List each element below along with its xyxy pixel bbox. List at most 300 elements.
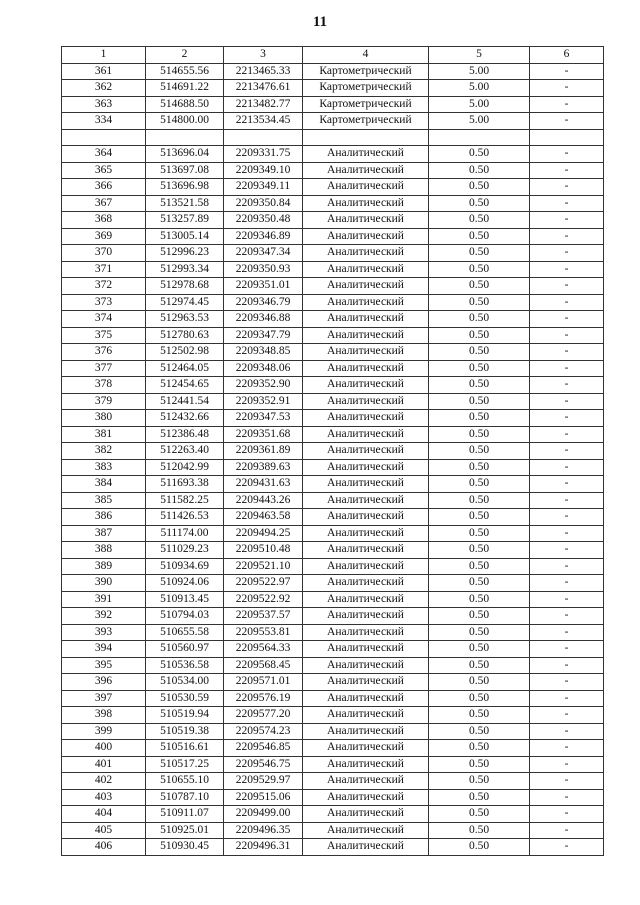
table-row xyxy=(62,773,604,790)
table-cell: 513696.04 xyxy=(146,146,224,163)
table-cell: 0.50 xyxy=(429,426,530,443)
table-cell: 2209463.58 xyxy=(224,509,303,526)
table-cell: 2209349.10 xyxy=(224,162,303,179)
table-cell: - xyxy=(530,162,604,179)
table-cell: - xyxy=(530,575,604,592)
table-cell: 5.00 xyxy=(429,63,530,80)
table-cell: 0.50 xyxy=(429,459,530,476)
table-cell: Аналитический xyxy=(303,509,429,526)
table-cell: - xyxy=(530,476,604,493)
table-cell xyxy=(146,129,224,146)
table-row xyxy=(62,443,604,460)
table-row xyxy=(62,426,604,443)
table-cell: Аналитический xyxy=(303,459,429,476)
table-cell: 375 xyxy=(62,327,146,344)
table-row xyxy=(62,228,604,245)
table-cell: 2209577.20 xyxy=(224,707,303,724)
table-cell: 376 xyxy=(62,344,146,361)
table-cell: 2209331.75 xyxy=(224,146,303,163)
table-cell: Аналитический xyxy=(303,740,429,757)
table-cell: - xyxy=(530,360,604,377)
table-cell: 389 xyxy=(62,558,146,575)
table-cell: 2209574.23 xyxy=(224,723,303,740)
table-row xyxy=(62,492,604,509)
table-cell: 512454.65 xyxy=(146,377,224,394)
table-cell: Аналитический xyxy=(303,839,429,856)
table-cell: 511693.38 xyxy=(146,476,224,493)
table-row xyxy=(62,393,604,410)
table-cell: 365 xyxy=(62,162,146,179)
table-cell: 399 xyxy=(62,723,146,740)
table-cell: 384 xyxy=(62,476,146,493)
table-cell: Аналитический xyxy=(303,806,429,823)
table-cell: 512996.23 xyxy=(146,245,224,262)
table-row xyxy=(62,674,604,691)
table-cell: 395 xyxy=(62,657,146,674)
table-cell: 510925.01 xyxy=(146,822,224,839)
table-row xyxy=(62,96,604,113)
table-cell: 512993.34 xyxy=(146,261,224,278)
table-cell: 2209347.34 xyxy=(224,245,303,262)
table-cell: 379 xyxy=(62,393,146,410)
table-cell: 2209521.10 xyxy=(224,558,303,575)
table-cell: 404 xyxy=(62,806,146,823)
column-header: 3 xyxy=(224,47,303,64)
table-cell: - xyxy=(530,278,604,295)
table-cell xyxy=(303,129,429,146)
table-cell: Аналитический xyxy=(303,476,429,493)
table-cell: 5.00 xyxy=(429,113,530,130)
table-cell: 2209349.11 xyxy=(224,179,303,196)
table-cell: 385 xyxy=(62,492,146,509)
table-cell: 371 xyxy=(62,261,146,278)
table-cell: Картометрический xyxy=(303,63,429,80)
table-cell: 381 xyxy=(62,426,146,443)
table-cell: Аналитический xyxy=(303,179,429,196)
table-cell: 0.50 xyxy=(429,690,530,707)
table-cell: - xyxy=(530,410,604,427)
table-cell: 2213534.45 xyxy=(224,113,303,130)
table-row xyxy=(62,509,604,526)
table-cell: 390 xyxy=(62,575,146,592)
table-cell: 373 xyxy=(62,294,146,311)
table-cell: 2209351.68 xyxy=(224,426,303,443)
table-cell: 374 xyxy=(62,311,146,328)
table-cell: 2209576.19 xyxy=(224,690,303,707)
table-cell: 512464.05 xyxy=(146,360,224,377)
table-cell: Аналитический xyxy=(303,377,429,394)
table-row xyxy=(62,195,604,212)
table-cell: 0.50 xyxy=(429,608,530,625)
table-cell: - xyxy=(530,657,604,674)
table-row xyxy=(62,591,604,608)
table-cell: 388 xyxy=(62,542,146,559)
table-cell: Аналитический xyxy=(303,245,429,262)
table-cell: 2209568.45 xyxy=(224,657,303,674)
page-number: 11 xyxy=(312,14,328,30)
table-cell: Аналитический xyxy=(303,789,429,806)
table-cell: 396 xyxy=(62,674,146,691)
table-cell: 0.50 xyxy=(429,839,530,856)
table-cell: 0.50 xyxy=(429,212,530,229)
table-cell: 366 xyxy=(62,179,146,196)
table-cell: Аналитический xyxy=(303,525,429,542)
table-cell: - xyxy=(530,146,604,163)
table-cell: 0.50 xyxy=(429,641,530,658)
table-cell: - xyxy=(530,245,604,262)
table-cell: 0.50 xyxy=(429,806,530,823)
table-row xyxy=(62,542,604,559)
table-cell: 0.50 xyxy=(429,542,530,559)
table-cell: 370 xyxy=(62,245,146,262)
table-cell: 0.50 xyxy=(429,360,530,377)
table-cell: - xyxy=(530,756,604,773)
table-cell: - xyxy=(530,509,604,526)
table-cell: 372 xyxy=(62,278,146,295)
table-row xyxy=(62,410,604,427)
table-cell: 2209443.26 xyxy=(224,492,303,509)
table-cell: 514688.50 xyxy=(146,96,224,113)
table-cell: - xyxy=(530,492,604,509)
table-cell: 510787.10 xyxy=(146,789,224,806)
column-header: 4 xyxy=(303,47,429,64)
table-cell: 2209546.75 xyxy=(224,756,303,773)
table-cell: Аналитический xyxy=(303,410,429,427)
table-cell: - xyxy=(530,426,604,443)
column-header: 6 xyxy=(530,47,604,64)
table-cell: Аналитический xyxy=(303,212,429,229)
table-cell: 513696.98 xyxy=(146,179,224,196)
table-row xyxy=(62,245,604,262)
table-cell: 5.00 xyxy=(429,96,530,113)
table-cell: 514800.00 xyxy=(146,113,224,130)
table-cell: 2209496.31 xyxy=(224,839,303,856)
table-cell: 514691.22 xyxy=(146,80,224,97)
table-header-row xyxy=(62,47,604,64)
table-cell: 0.50 xyxy=(429,195,530,212)
table-row xyxy=(62,690,604,707)
table-cell: 0.50 xyxy=(429,773,530,790)
table-row xyxy=(62,179,604,196)
table-cell: 510911.07 xyxy=(146,806,224,823)
table-cell: 0.50 xyxy=(429,410,530,427)
table-cell: 510517.25 xyxy=(146,756,224,773)
table-cell: Аналитический xyxy=(303,624,429,641)
table-cell: Картометрический xyxy=(303,96,429,113)
table-cell: 402 xyxy=(62,773,146,790)
table-cell: 512432.66 xyxy=(146,410,224,427)
table-cell: 0.50 xyxy=(429,591,530,608)
table-cell: 368 xyxy=(62,212,146,229)
table-cell: - xyxy=(530,789,604,806)
table-cell: 2209346.88 xyxy=(224,311,303,328)
table-cell: - xyxy=(530,525,604,542)
table-cell: 510530.59 xyxy=(146,690,224,707)
table-row xyxy=(62,212,604,229)
table-row xyxy=(62,723,604,740)
table-cell: 2209431.63 xyxy=(224,476,303,493)
table-row xyxy=(62,80,604,97)
table-cell: 2209350.93 xyxy=(224,261,303,278)
table-row xyxy=(62,63,604,80)
table-cell: 2209350.48 xyxy=(224,212,303,229)
column-header: 5 xyxy=(429,47,530,64)
table-cell: 0.50 xyxy=(429,146,530,163)
table-cell: 0.50 xyxy=(429,311,530,328)
table-cell: 0.50 xyxy=(429,674,530,691)
table-cell: - xyxy=(530,195,604,212)
table-cell: Аналитический xyxy=(303,657,429,674)
table-cell: Аналитический xyxy=(303,608,429,625)
table-cell: 512502.98 xyxy=(146,344,224,361)
table-cell: 2209348.06 xyxy=(224,360,303,377)
table-cell: 510655.10 xyxy=(146,773,224,790)
table-cell: 512780.63 xyxy=(146,327,224,344)
table-cell xyxy=(62,129,146,146)
table-row xyxy=(62,575,604,592)
table-row xyxy=(62,657,604,674)
table-row xyxy=(62,261,604,278)
table-cell: 0.50 xyxy=(429,377,530,394)
table-cell: - xyxy=(530,608,604,625)
table-cell: Аналитический xyxy=(303,162,429,179)
table-cell: 2213465.33 xyxy=(224,63,303,80)
table-cell: 2209347.79 xyxy=(224,327,303,344)
table-cell: 513697.08 xyxy=(146,162,224,179)
table-cell: 2213482.77 xyxy=(224,96,303,113)
table-row xyxy=(62,311,604,328)
table-cell: - xyxy=(530,558,604,575)
table-cell: 0.50 xyxy=(429,492,530,509)
table-cell: 401 xyxy=(62,756,146,773)
table-cell: 0.50 xyxy=(429,558,530,575)
table-cell: Аналитический xyxy=(303,344,429,361)
table-cell: 0.50 xyxy=(429,162,530,179)
column-header: 1 xyxy=(62,47,146,64)
table-row xyxy=(62,459,604,476)
table-cell: 510534.00 xyxy=(146,674,224,691)
table-cell: 513257.89 xyxy=(146,212,224,229)
table-cell: Аналитический xyxy=(303,327,429,344)
table-cell: - xyxy=(530,179,604,196)
table-cell: - xyxy=(530,327,604,344)
table-cell: - xyxy=(530,459,604,476)
table-cell: - xyxy=(530,80,604,97)
table-cell: - xyxy=(530,344,604,361)
table-cell: Аналитический xyxy=(303,690,429,707)
table-cell: - xyxy=(530,63,604,80)
table-cell: 510536.58 xyxy=(146,657,224,674)
table-cell: 512441.54 xyxy=(146,393,224,410)
table-cell: Аналитический xyxy=(303,822,429,839)
table-cell: 2209361.89 xyxy=(224,443,303,460)
table-cell: 0.50 xyxy=(429,707,530,724)
table-cell: 2209522.92 xyxy=(224,591,303,608)
table-cell: 2209494.25 xyxy=(224,525,303,542)
table-cell: 0.50 xyxy=(429,245,530,262)
table-cell: 2209389.63 xyxy=(224,459,303,476)
table-cell: 511582.25 xyxy=(146,492,224,509)
table-cell: - xyxy=(530,806,604,823)
table-cell: Аналитический xyxy=(303,542,429,559)
table-cell: 0.50 xyxy=(429,476,530,493)
table-row xyxy=(62,146,604,163)
table-cell: 514655.56 xyxy=(146,63,224,80)
table-cell: - xyxy=(530,261,604,278)
table-cell: Аналитический xyxy=(303,311,429,328)
table-cell: 510913.45 xyxy=(146,591,224,608)
table-cell: Аналитический xyxy=(303,294,429,311)
table-cell: 0.50 xyxy=(429,344,530,361)
table-row xyxy=(62,608,604,625)
table-cell: - xyxy=(530,773,604,790)
table-cell: 362 xyxy=(62,80,146,97)
table-row xyxy=(62,294,604,311)
table-cell: 510655.58 xyxy=(146,624,224,641)
table-row xyxy=(62,327,604,344)
table-cell: 5.00 xyxy=(429,80,530,97)
table-cell: 0.50 xyxy=(429,179,530,196)
table-cell: Аналитический xyxy=(303,393,429,410)
table-row xyxy=(62,707,604,724)
table-cell: 334 xyxy=(62,113,146,130)
table-row xyxy=(62,525,604,542)
table-row xyxy=(62,360,604,377)
table-cell: 403 xyxy=(62,789,146,806)
table-cell: Аналитический xyxy=(303,195,429,212)
table-cell: 513521.58 xyxy=(146,195,224,212)
table-cell: Аналитический xyxy=(303,146,429,163)
table-cell: 377 xyxy=(62,360,146,377)
table-cell: 512042.99 xyxy=(146,459,224,476)
table-cell: 0.50 xyxy=(429,756,530,773)
table-cell: Аналитический xyxy=(303,228,429,245)
table-cell: - xyxy=(530,377,604,394)
table-cell: 512386.48 xyxy=(146,426,224,443)
table-cell: Аналитический xyxy=(303,492,429,509)
table-cell: 510519.94 xyxy=(146,707,224,724)
table-cell: 512974.45 xyxy=(146,294,224,311)
table-cell: 512963.53 xyxy=(146,311,224,328)
table-row xyxy=(62,822,604,839)
table-row xyxy=(62,624,604,641)
table-cell: 2209515.06 xyxy=(224,789,303,806)
table-cell: - xyxy=(530,707,604,724)
table-cell: 0.50 xyxy=(429,393,530,410)
table-cell: 0.50 xyxy=(429,228,530,245)
table-cell: 0.50 xyxy=(429,740,530,757)
table-cell: 0.50 xyxy=(429,443,530,460)
table-row xyxy=(62,113,604,130)
table-cell: 510519.38 xyxy=(146,723,224,740)
table-cell: 2209352.90 xyxy=(224,377,303,394)
table-row xyxy=(62,641,604,658)
table-cell: 0.50 xyxy=(429,822,530,839)
table-cell: 510924.06 xyxy=(146,575,224,592)
table-cell: 378 xyxy=(62,377,146,394)
table-cell: - xyxy=(530,113,604,130)
table-cell: 513005.14 xyxy=(146,228,224,245)
table-cell: 369 xyxy=(62,228,146,245)
table-cell: - xyxy=(530,542,604,559)
table-cell: - xyxy=(530,723,604,740)
table-cell: Аналитический xyxy=(303,558,429,575)
table-cell: 361 xyxy=(62,63,146,80)
table-cell: 0.50 xyxy=(429,509,530,526)
table-cell: Аналитический xyxy=(303,426,429,443)
table-cell: 0.50 xyxy=(429,261,530,278)
table-cell: Аналитический xyxy=(303,674,429,691)
table-cell: 511174.00 xyxy=(146,525,224,542)
table-cell: 2209571.01 xyxy=(224,674,303,691)
table-cell: 383 xyxy=(62,459,146,476)
table-cell: Аналитический xyxy=(303,756,429,773)
table-cell: 406 xyxy=(62,839,146,856)
table-cell: 510934.69 xyxy=(146,558,224,575)
table-row xyxy=(62,839,604,856)
table-cell: Аналитический xyxy=(303,575,429,592)
table-cell: 2213476.61 xyxy=(224,80,303,97)
table-cell: 400 xyxy=(62,740,146,757)
table-cell: 2209346.89 xyxy=(224,228,303,245)
table-cell: 2209351.01 xyxy=(224,278,303,295)
column-header: 2 xyxy=(146,47,224,64)
table-cell: 2209350.84 xyxy=(224,195,303,212)
table-cell: 391 xyxy=(62,591,146,608)
table-cell: 2209529.97 xyxy=(224,773,303,790)
table-cell: 2209522.97 xyxy=(224,575,303,592)
table-cell: 510560.97 xyxy=(146,641,224,658)
table-cell xyxy=(224,129,303,146)
table-cell: 0.50 xyxy=(429,789,530,806)
table-cell: 2209553.81 xyxy=(224,624,303,641)
table-cell: - xyxy=(530,641,604,658)
table-cell: - xyxy=(530,591,604,608)
table-row xyxy=(62,476,604,493)
table-cell: 2209564.33 xyxy=(224,641,303,658)
table-cell: 510794.03 xyxy=(146,608,224,625)
table-cell xyxy=(530,129,604,146)
table-cell: 386 xyxy=(62,509,146,526)
table-row xyxy=(62,162,604,179)
table-cell: 512978.68 xyxy=(146,278,224,295)
table-cell: 0.50 xyxy=(429,278,530,295)
table-cell: Аналитический xyxy=(303,360,429,377)
table-cell: - xyxy=(530,228,604,245)
table-cell xyxy=(429,129,530,146)
table-cell: - xyxy=(530,393,604,410)
table-row xyxy=(62,129,604,146)
table-cell: 511029.23 xyxy=(146,542,224,559)
coordinates-table xyxy=(61,46,604,856)
table-cell: 397 xyxy=(62,690,146,707)
table-body xyxy=(62,63,604,855)
table-cell: 0.50 xyxy=(429,525,530,542)
table-cell: - xyxy=(530,839,604,856)
table-cell: Аналитический xyxy=(303,773,429,790)
table-cell: 2209348.85 xyxy=(224,344,303,361)
table-cell: Аналитический xyxy=(303,723,429,740)
table-cell: 0.50 xyxy=(429,624,530,641)
table-cell: 510516.61 xyxy=(146,740,224,757)
table-cell: 0.50 xyxy=(429,657,530,674)
table-cell: 2209537.57 xyxy=(224,608,303,625)
table-row xyxy=(62,344,604,361)
table-row xyxy=(62,789,604,806)
table-cell: - xyxy=(530,294,604,311)
table-cell: - xyxy=(530,96,604,113)
table-cell: - xyxy=(530,624,604,641)
